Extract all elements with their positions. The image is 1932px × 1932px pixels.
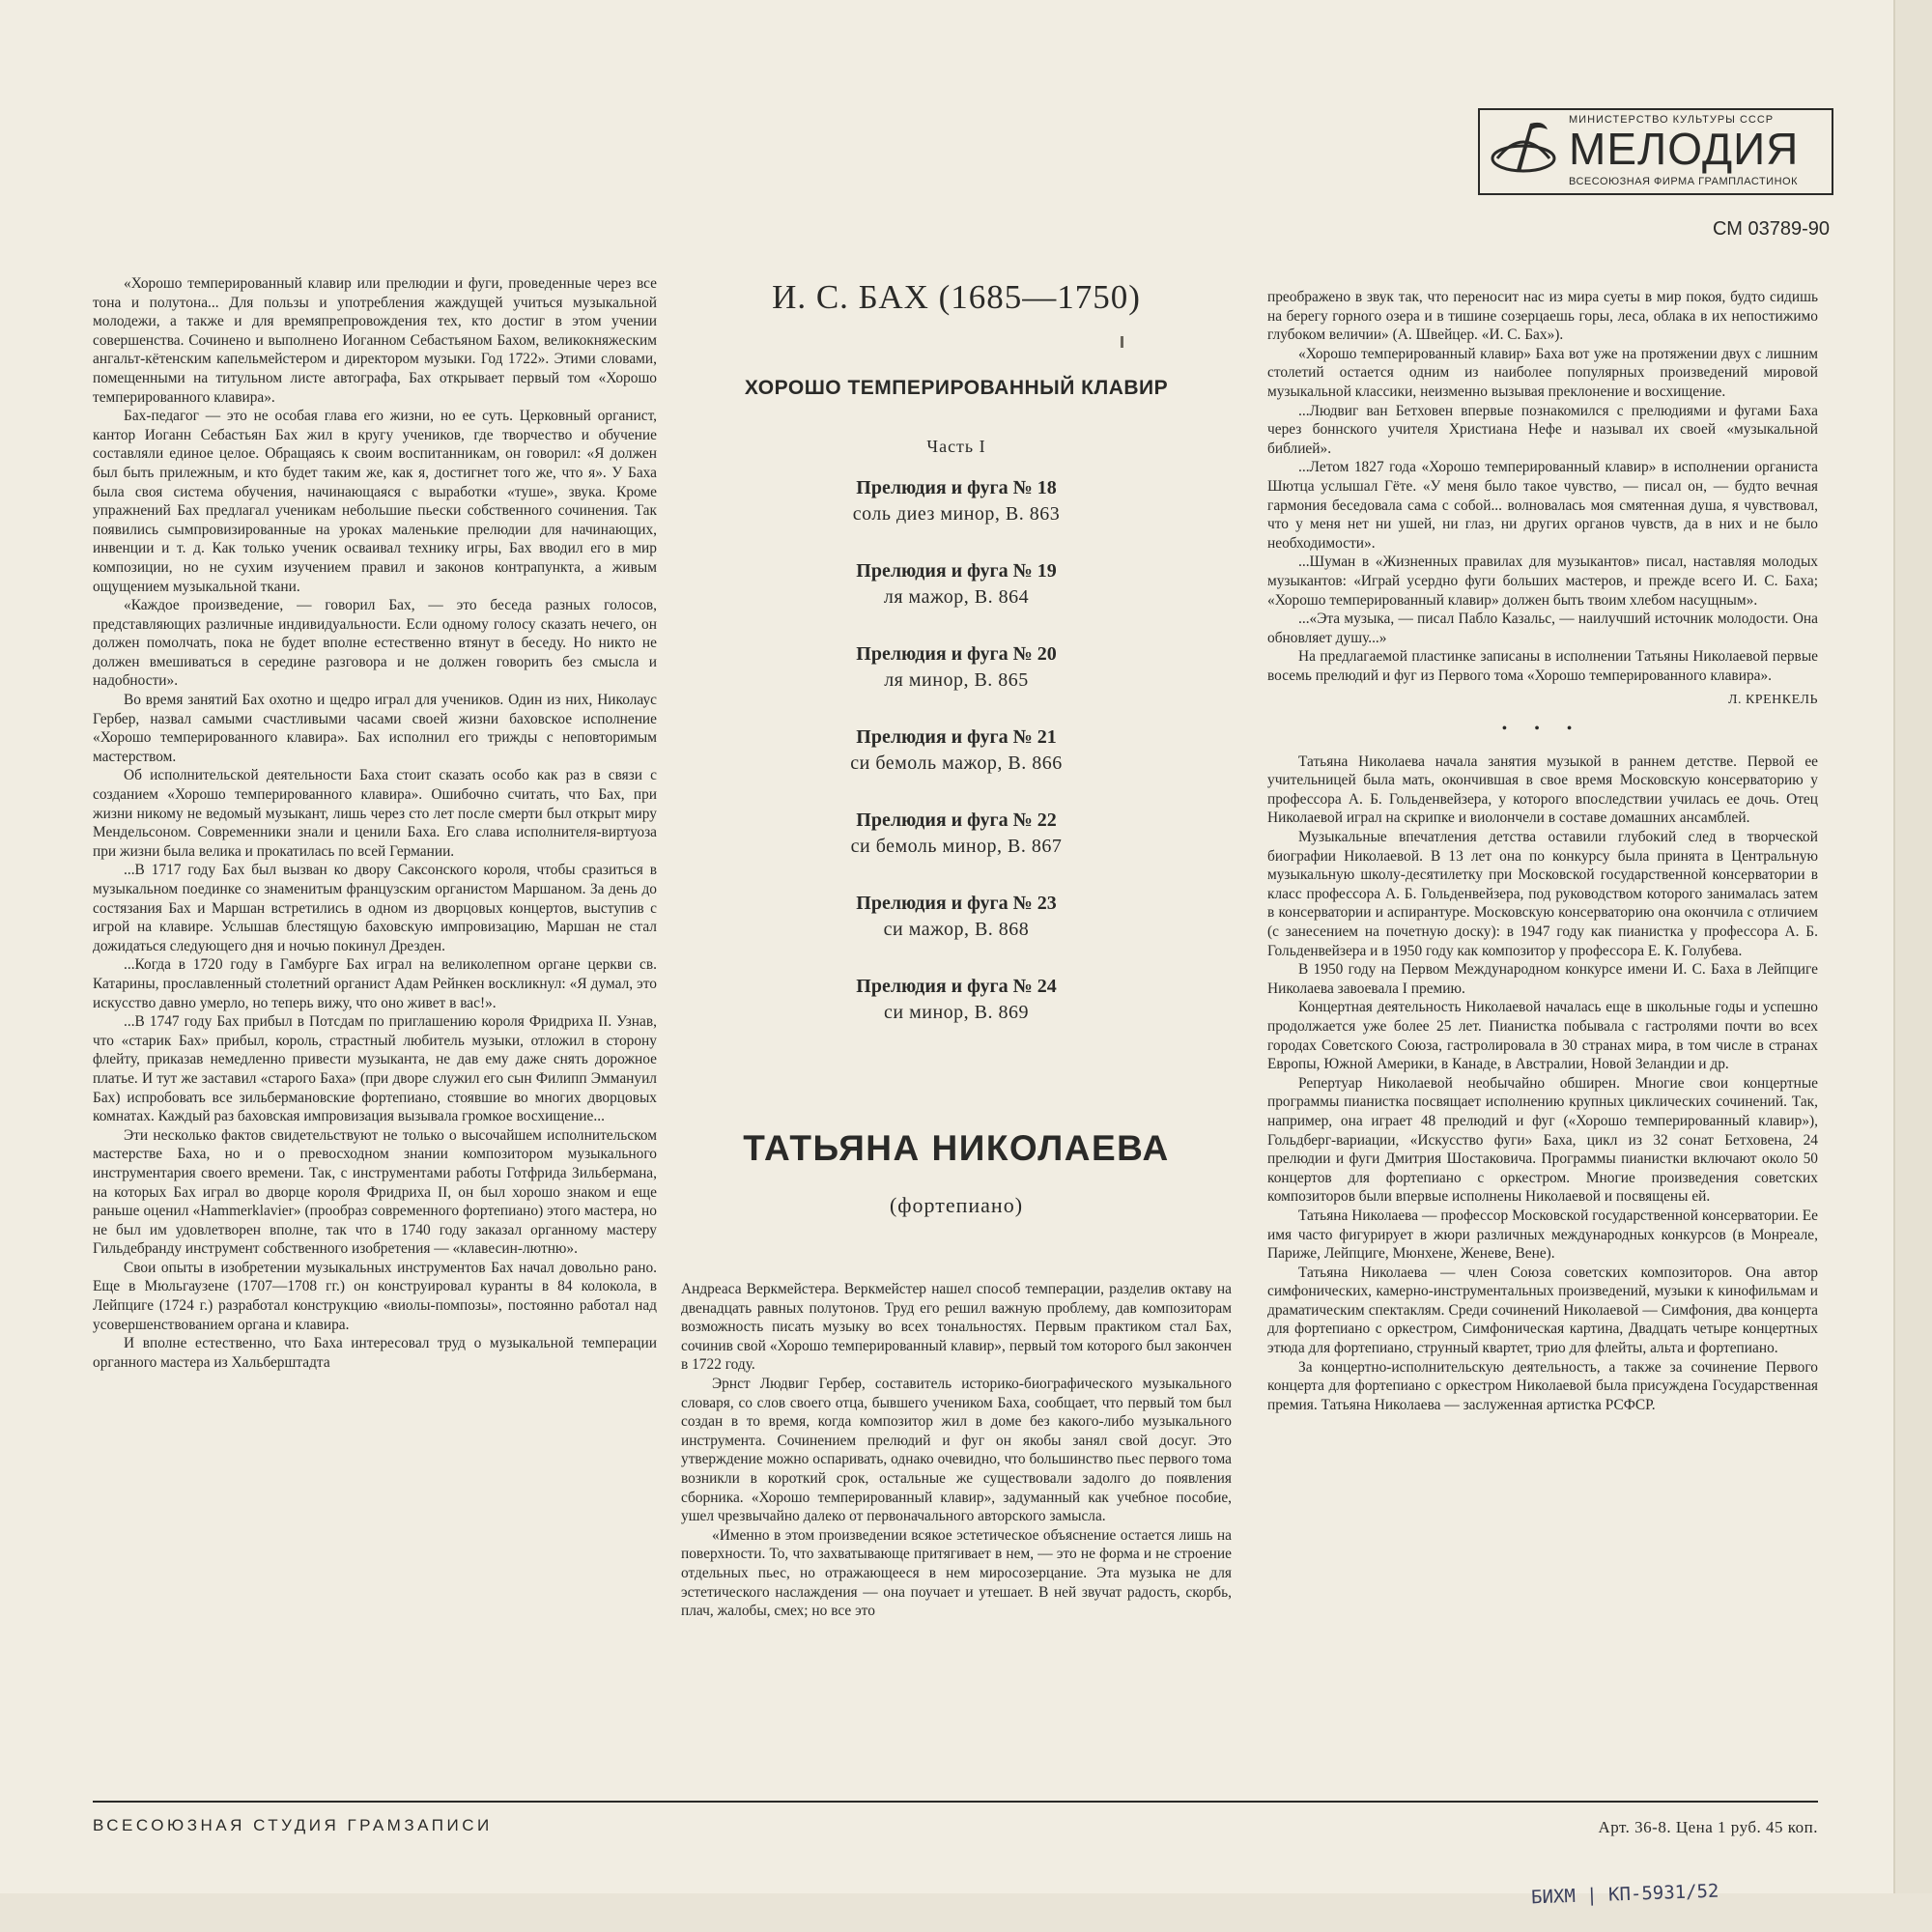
- liner-notes-middle-column: [681, 1280, 1232, 1621]
- track-key: си минор, В. 869: [884, 1002, 1029, 1023]
- left-paragraph: «Хорошо темперированный клавир или прелюдии и фуги, проведенные через все тона и полутона... Для пользы и употребления жаждущей учиться музыкальной молодежи, а также и для времяпрепровождения тех, кто достиг в этом учении совершенства. Сочинено и выполнено Иоганном Себастьяном Бахом, великокняжеским ангальт-кётенским капельмейстером и директором музыки. Год 1722». Этими словами, помещенными на титульном листе автографа, Бах открывает первый том «Хорошо темперированного клавира».: [93, 275, 657, 406]
- studio-name: ВСЕСОЮЗНАЯ СТУДИЯ ГРАМЗАПИСИ: [93, 1816, 493, 1834]
- track-item: [681, 558, 1232, 641]
- right-paragraph: «Хорошо темперированный клавир» Баха вот уже на протяжении двух с лишним столетий остается одним из наиболее популярных произведений мировой музыкальной классики, неизменно вызывая преклонение и восхищение.: [1267, 345, 1818, 400]
- work-title: ХОРОШО ТЕМПЕРИРОВАННЫЙ КЛАВИР: [744, 377, 1169, 399]
- composer-title: И. С. БАХ (1685—1750): [772, 278, 1141, 316]
- article-price: Арт. 36-8. Цена 1 руб. 45 коп.: [1598, 1818, 1818, 1836]
- part-label: Часть I: [926, 437, 986, 456]
- track-title: Прелюдия и фуга № 24: [856, 976, 1057, 997]
- left-paragraph: ...Когда в 1720 году в Гамбурге Бах играл на великолепном органе церкви св. Катарины, прославленный столетний органист Адам Рейнкен воскликнул: «Я думал, это искусство давно умерло, но теперь вижу, что оно живет в вас!».: [93, 956, 657, 1011]
- logo-ministry-text: МИНИСТЕРСТВО КУЛЬТУРЫ СССР: [1569, 114, 1775, 126]
- track-title: Прелюдия и фуга № 23: [856, 893, 1057, 914]
- right-paragraph: ...Людвиг ван Бетховен впервые познакомился с прелюдиями и фугами Баха через боннского учителя Христиана Нефе и называл их своей «музыкальной библией».: [1267, 402, 1818, 457]
- track-key: си мажор, В. 868: [883, 919, 1030, 940]
- track-title: Прелюдия и фуга № 18: [856, 477, 1057, 498]
- bio-paragraph: В 1950 году на Первом Международном конкурсе имени И. С. Баха в Лейпциге Николаева завоевала I премию.: [1267, 961, 1818, 997]
- track-key: соль диез минор, В. 863: [852, 503, 1061, 525]
- track-item: [681, 974, 1232, 1057]
- author-signature: Л. КРЕНКЕЛЬ: [1727, 693, 1818, 708]
- track-list: [681, 475, 1232, 1057]
- left-paragraph: Бах-педагог — это не особая глава его жизни, но ее суть. Церковный органист, кантор Иоганн Себастьян Бах жил в кругу учеников, где творчество и обучение составляли единое целое. Обращаясь к своим воспитанникам, он говорил: «Я должен был быть прилежным, и кто будет таким же, как я, достигнет того же, что я». У Баха была своя система обучения, начинающаяся с выработки «туше», звука. Кроме упражнений Бах предлагал ученикам небольшие пьески собственного сочинения. Так появились сымпровизированные на уроках маленькие прелюдии для начинающих, инвенции и т. д. Как только ученик осваивал технику игры, Бах вводил его в мир композиции, но не сухим изучением правил и законов контрапункта, а живым ощущением музыкальной ткани.: [93, 408, 657, 595]
- liner-notes-left-column: [93, 274, 657, 1372]
- handwritten-inventory-note: БИХМ | КП-5931/52: [1530, 1880, 1719, 1909]
- footer-divider: [93, 1801, 1818, 1803]
- right-paragraph: ...«Эта музыка, — писал Пабло Казальс, — наилучший источник молодости. Она обновляет душу...»: [1267, 611, 1818, 646]
- track-item: [681, 475, 1232, 558]
- track-item: [681, 724, 1232, 808]
- track-key: си бемоль минор, В. 867: [850, 836, 1063, 857]
- bio-paragraph: Татьяна Николаева — профессор Московской государственной консерватории. Ее имя часто фигурирует в жюри различных международных конкурсов (в Монреале, Париже, Лейпциге, Мюнхене, Женеве, Вене).: [1267, 1207, 1818, 1263]
- left-paragraph: И вполне естественно, что Баха интересовал труд о музыкальной темперации органного мастера из Хальберштадта: [93, 1335, 657, 1371]
- track-key: ля мажор, В. 864: [883, 586, 1030, 608]
- middle-paragraph: Андреаса Веркмейстера. Веркмейстер нашел способ темперации, разделив октаву на двенадцать равных полутонов. Труд его решил важную проблему, дав композиторам возможность писать музыку во всех тональностях. Первым практиком стал Бах, сочинив свой «Хорошо темперированный клавир», первый том которого был закончен в 1722 году.: [681, 1281, 1232, 1374]
- track-item: [681, 808, 1232, 891]
- bio-paragraph: Татьяна Николаева — член Союза советских композиторов. Она автор симфонических, камерно-инструментальных произведений, музыки к кинофильмам и драматическим спектаклям. Среди сочинений Николаевой — Симфония, два концерта для фортепиано с оркестром, Симфоническая картина, Двадцать четыре концертных этюда для фортепиано, струнный квартет, трио для флейты, альта и фортепиано.: [1267, 1264, 1818, 1357]
- logo-brand-name: МЕЛОДИЯ: [1569, 124, 1800, 174]
- right-paragraph: На предлагаемой пластинке записаны в исполнении Татьяны Николаевой первые восемь прелюдий и фуг из Первого тома «Хорошо темперированного клавира».: [1267, 648, 1818, 684]
- track-title: Прелюдия и фуга № 22: [856, 810, 1057, 831]
- left-paragraph: «Каждое произведение, — говорил Бах, — это беседа разных голосов, представляющих различные индивидуальности. Если одному голосу сказать нечего, он должен помолчать, пока не будет вполне естественно втянут в беседу. Но никто не должен вмешиваться в середине разговора и не должен говорить без смысла и надобности».: [93, 597, 657, 690]
- track-item: [681, 891, 1232, 974]
- bio-paragraph: Репертуар Николаевой необычайно обширен. Многие свои концертные программы пианистка посвящает исполнению крупных циклических сочинений. Так, например, она играет 48 прелюдий и фуг («Хорошо темперированный клавир»), Гольдберг-вариации, «Искусство фуги» Баха, цикл из 32 сонат Бетховена, 24 прелюдии и фуги Дмитрия Шостаковича. Программы пианистки включают около 50 концертов для фортепиано с оркестром. Многие произведения советских композиторов были впервые исполнены Николаевой и посвящены ей.: [1267, 1074, 1818, 1206]
- left-paragraph: Эти несколько фактов свидетельствуют не только о высочайшем исполнительском мастерстве Баха, но и о превосходном знании композитором музыкального инструментария своего времени. Так, с инструментами работы Готфрида Зильбермана, на которых Бах играл во дворце короля Фридриха II, он был хорошо знаком и еще раньше оценил «Hammerklavier» (прообраз современного фортепиано) этого мастера, но не был им удовлетворен вполне, так что в 1740 году заказал органному мастеру Гильдебранду инструмент собственного изобретения — «клавесин-лютню».: [93, 1126, 657, 1258]
- melodiya-emblem-icon: [1488, 116, 1559, 187]
- track-title: Прелюдия и фуга № 19: [856, 560, 1057, 582]
- track-key: си бемоль мажор, В. 866: [850, 753, 1063, 774]
- right-paragraph: ...Шуман в «Жизненных правилах для музыкантов» писал, наставляя молодых музыкантов: «Играй усердно фуги больших мастеров, и прежде всего И. С. Баха; «Хорошо темперированный клавир» должен быть твоим хлебом насущным».: [1267, 554, 1818, 609]
- left-paragraph: Свои опыты в изобретении музыкальных инструментов Бах начал довольно рано. Еще в Мюльгаузене (1707—1708 гг.) он конструировал куранты в 84 колокола, в Лейпциге (1724 г.) разработал конструкцию «виолы-помпозы», постоянно работал над усовершенствованием органа и клавира.: [93, 1259, 657, 1333]
- right-paragraph: преображено в звук так, что переносит нас из мира суеты в мир покоя, будто сидишь на берегу горного озера и в тишине созерцаешь горы, леса, облака в их непостижимо глубоком величии» (А. Швейцер. «И. С. Бах»).: [1267, 289, 1818, 344]
- sleeve-edge-right: [1893, 0, 1932, 1932]
- bio-paragraph: Концертная деятельность Николаевой началась еще в школьные годы и успешно продолжается уже более 25 лет. Пианистка побывала с гастролями почти во всех городах Советского Союза, гастролировала в 30 странах мира, в том числе в странах Европы, Южной Америки, в Канаде, в Австралии, Новой Зеландии и др.: [1267, 999, 1818, 1073]
- performer-name: ТАТЬЯНА НИКОЛАЕВА: [743, 1128, 1170, 1168]
- track-title: Прелюдия и фуга № 20: [856, 643, 1057, 665]
- bio-paragraph: Музыкальные впечатления детства оставили глубокий след в творческой биографии Николаевой. В 13 лет она по конкурсу была принята в Центральную музыкальную школу-десятилетку при Московской государственной консерватории в класс профессора А. Б. Гольденвейзера, под руководством которого занималась затем в консерватории и аспирантуре. Московскую консерваторию она окончила с отличием (с занесением на почетную доску): в 1947 году как пианистка у профессора А. Б. Гольденвейзера и в 1950 году как композитор у профессора Е. К. Голубева.: [1267, 829, 1818, 959]
- track-title: Прелюдия и фуга № 21: [856, 726, 1057, 748]
- left-paragraph: ...В 1717 году Бах был вызван ко двору Саксонского короля, чтобы сразиться в музыкальном поединке со знаменитым французским органистом Маршаном. За день до состязания Бах и Маршан встретились в одном из дворцовых концертов, выступив с игрой на клавире. Услышав блестящую баховскую импровизацию, Маршан не стал дожидаться следующего дня и ночью покинул Дрезден.: [93, 862, 657, 954]
- bio-paragraph: За концертно-исполнительскую деятельность, а также за сочинение Первого концерта для фортепиано с оркестром Николаевой была присуждена Государственная премия. Татьяна Николаева — заслуженная артистка РСФСР.: [1267, 1358, 1818, 1413]
- catalog-number: СМ 03789-90: [1713, 218, 1830, 240]
- right-paragraph: ...Летом 1827 года «Хорошо темперированный клавир» в исполнении органиста Шютца услышал Гёте. «У меня было такое чувство, — писал он, — будто вечная гармония беседовала сама с собой... волновалась моя смятенная душа, я чувствовал, что у меня нет ни ушей, ни глаз, ни других органов чувств, да в них и не было необходимости».: [1267, 459, 1818, 552]
- section-separator: • • •: [1501, 721, 1584, 738]
- left-paragraph: Во время занятий Бах охотно и щедро играл для учеников. Один из них, Николаус Гербер, назвал самыми счастливыми часами своей жизни баховское исполнение «Хорошо темперированного клавира». Бах исполнил его трижды с неповторимым мастерством.: [93, 692, 657, 765]
- melodiya-logo: [1478, 108, 1833, 195]
- print-speck: [1121, 336, 1123, 348]
- middle-paragraph: Эрнст Людвиг Гербер, составитель историко-биографического музыкального словаря, со слов своего отца, бывшего учеником Баха, сообщает, что первый том был создан в то время, когда композитор жил в доме без какого-либо музыкального инструмента. Сочинением прелюдий и фуг он якобы занял свой досуг. Это утверждение можно оспаривать, однако очевидно, что большинство пьес первого тома возникли в короткий срок, остальные же существовали задолго до появления сборника. «Хорошо темперированный клавир», задуманный как учебное пособие, ушел чрезвычайно далеко от первоначального авторского замысла.: [681, 1375, 1232, 1525]
- performer-instrument: (фортепиано): [889, 1193, 1024, 1217]
- middle-paragraph: «Именно в этом произведении всякое эстетическое объяснение остается лишь на поверхности. То, что захватывающе притягивает в нем, — это не форма и не строение отдельных пьес, но отражающееся в нем миросозерцание. Эта музыка не для эстетического наслаждения — она поучает и утешает. В ней звучат радость, скорбь, плач, жалобы, смех; но все это: [681, 1526, 1232, 1620]
- track-key: ля минор, В. 865: [884, 669, 1029, 691]
- left-paragraph: Об исполнительской деятельности Баха стоит сказать особо как раз в связи с созданием «Хорошо темперированного клавира». Ошибочно считать, что Бах, при жизни никому не ведомый музыкант, лишь через сто лет после смерти был открыт миру Мендельсоном. Современники знали и ценили Баха. Его слава исполнителя-виртуоза при жизни была велика и прокатилась по всей Германии.: [93, 767, 657, 860]
- bio-paragraph: Татьяна Николаева начала занятия музыкой в раннем детстве. Первой ее учительницей была мать, окончившая в свое время Московскую консерваторию у профессора А. Б. Гольденвейзера, у которого впоследствии училась ее дочь. Отец Николаевой играл на скрипке и виолончели в составе домашних ансамблей.: [1267, 753, 1818, 827]
- track-item: [681, 641, 1232, 724]
- logo-firm-text: ВСЕСОЮЗНАЯ ФИРМА ГРАМПЛАСТИНОК: [1569, 176, 1798, 187]
- liner-notes-right-column: [1267, 288, 1818, 1414]
- left-paragraph: ...В 1747 году Бах прибыл в Потсдам по приглашению короля Фридриха II. Узнав, что «старик Бах» прибыл, король, страстный любитель музыки, отложил в сторону флейту, приказав немедленно привести музыканта, не дав ему даже снять дорожное платье. И тут же заставил «старого Баха» (при дворе служил его сын Филипп Эммануил Бах) испробовать все зильбермановские фортепиано, стоявшие во многих дворцовых комнатах. Каждый раз баховская импровизация вызывала громкое восхищение...: [93, 1013, 657, 1125]
